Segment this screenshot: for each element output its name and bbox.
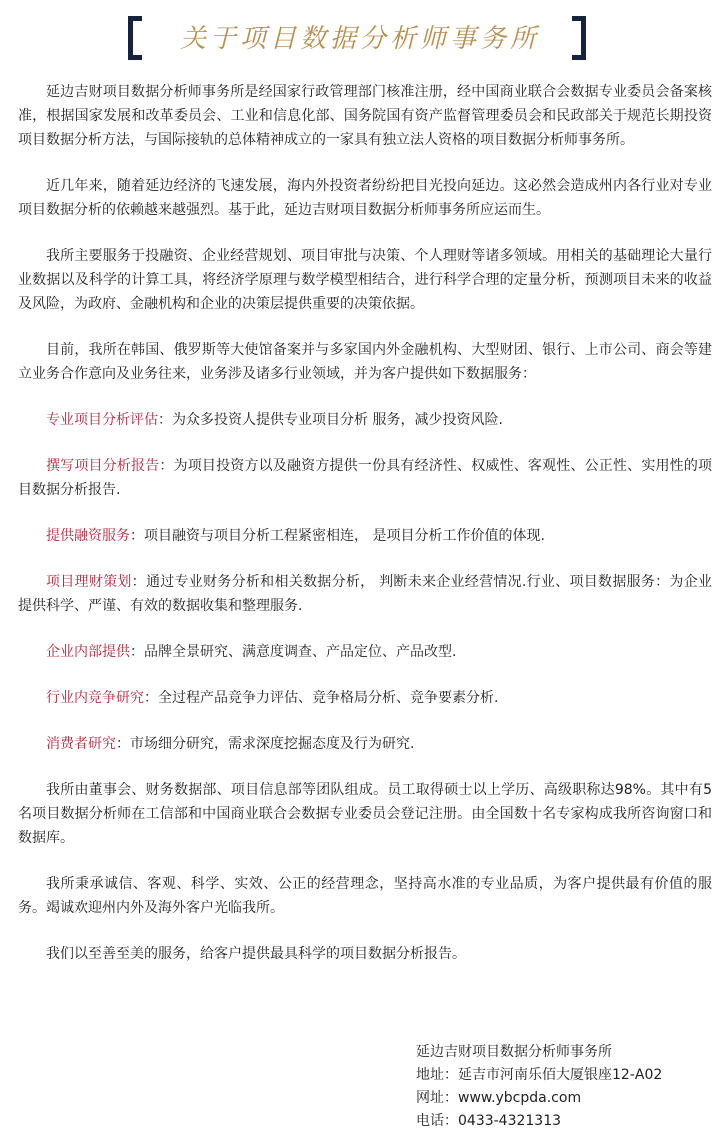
intro-paragraph: 目前，我所在韩国、俄罗斯等大使馆备案并与多家国内外金融机构、大型财团、银行、上市公司、商会等建立业务合作意向及业务往来，业务涉及诸多行业领域，并为客户提供如下数据服务： [18,342,712,382]
company-address: 地址：延吉市河南乐佰大厦银座12-A02 [416,1067,663,1083]
service-title: 行业内竞争研究 [46,690,144,706]
intro-paragraph: 我所主要服务于投融资、企业经营规划、项目审批与决策、个人理财等诸多领域。用相关的基础理论大量行业数据以及科学的计算工具，将经济学原理与数学模型相结合，进行科学合理的定量分析，预测项目未来的收益及风险，为政府、金融机构和企业的决策层提供重要的决策依据。 [18,248,712,312]
service-item [18,732,712,756]
service-title: 企业内部提供 [46,644,130,660]
service-title: 专业项目分析评估 [46,412,158,428]
article-body [18,80,712,988]
closing-paragraph: 我所由董事会、财务数据部、项目信息部等团队组成。员工取得硕士以上学历、高级职称达98%。其中有5名项目数据分析师在工信部和中国商业联合会数据专业委员会登记注册。由全国数十名专家构成我所咨询窗口和数据库。 [18,782,712,846]
service-title: 项目理财策划 [46,574,132,590]
service-title: 提供融资服务 [46,528,130,544]
right-bracket-decoration [572,16,586,60]
page-title: 关于项目数据分析师事务所 [179,24,540,54]
page-header [0,12,720,66]
service-description: ：品牌全景研究、满意度调查、产品定位、产品改型. [130,644,457,660]
service-item [18,570,712,618]
service-description: ：全过程产品竞争力评估、竞争格局分析、竞争要素分析. [144,690,499,706]
company-name: 延边吉财项目数据分析师事务所 [416,1044,612,1060]
service-title: 撰写项目分析报告 [46,458,160,474]
closing-paragraph: 我所秉承诚信、客观、科学、实效、公正的经营理念，坚持高水准的专业品质，为客户提供最有价值的服务。竭诚欢迎州内外及海外客户光临我所。 [18,876,712,916]
contact-footer [416,1041,716,1133]
service-description: ：市场细分研究，需求深度挖掘态度及行为研究. [116,736,415,752]
service-item [18,686,712,710]
service-description: ：通过专业财务分析和相关数据分析， 判断未来企业经营情况.行业、项目数据服务：为企业提供科学、严谨、有效的数据收集和整理服务. [18,574,712,614]
closing-paragraph: 我们以至善至美的服务，给客户提供最具科学的项目数据分析报告。 [46,946,466,962]
service-item [18,454,712,502]
intro-paragraph: 近几年来，随着延边经济的飞速发展，海内外投资者纷纷把目光投向延边。这必然会造成州内各行业对专业项目数据分析的依赖越来越强烈。基于此，延边吉财项目数据分析师事务所应运而生。 [18,178,712,218]
intro-paragraph: 延边吉财项目数据分析师事务所是经国家行政管理部门核准注册，经中国商业联合会数据专业委员会备案核准，根据国家发展和改革委员会、工业和信息化部、国务院国有资产监督管理委员会和民政部关于规范长期投资项目数据分析方法，与国际接轨的总体精神成立的一家具有独立法人资格的项目数据分析师事务所。 [18,84,712,148]
service-description: ：为众多投资人提供专业项目分析 服务，减少投资风险. [158,412,503,428]
service-item [18,524,712,548]
service-description: ：项目融资与项目分析工程紧密相连， 是项目分析工作价值的体现. [130,528,545,544]
service-item [18,640,712,664]
service-item [18,408,712,432]
service-title: 消费者研究 [46,736,116,752]
service-description: ：为项目投资方以及融资方提供一份具有经济性、权威性、客观性、公正性、实用性的项目数据分析报告. [18,458,713,498]
left-bracket-decoration [128,16,142,60]
company-website: 网址：www.ybcpda.com [416,1090,582,1106]
company-phone: 电话：0433-4321313 [416,1113,562,1129]
